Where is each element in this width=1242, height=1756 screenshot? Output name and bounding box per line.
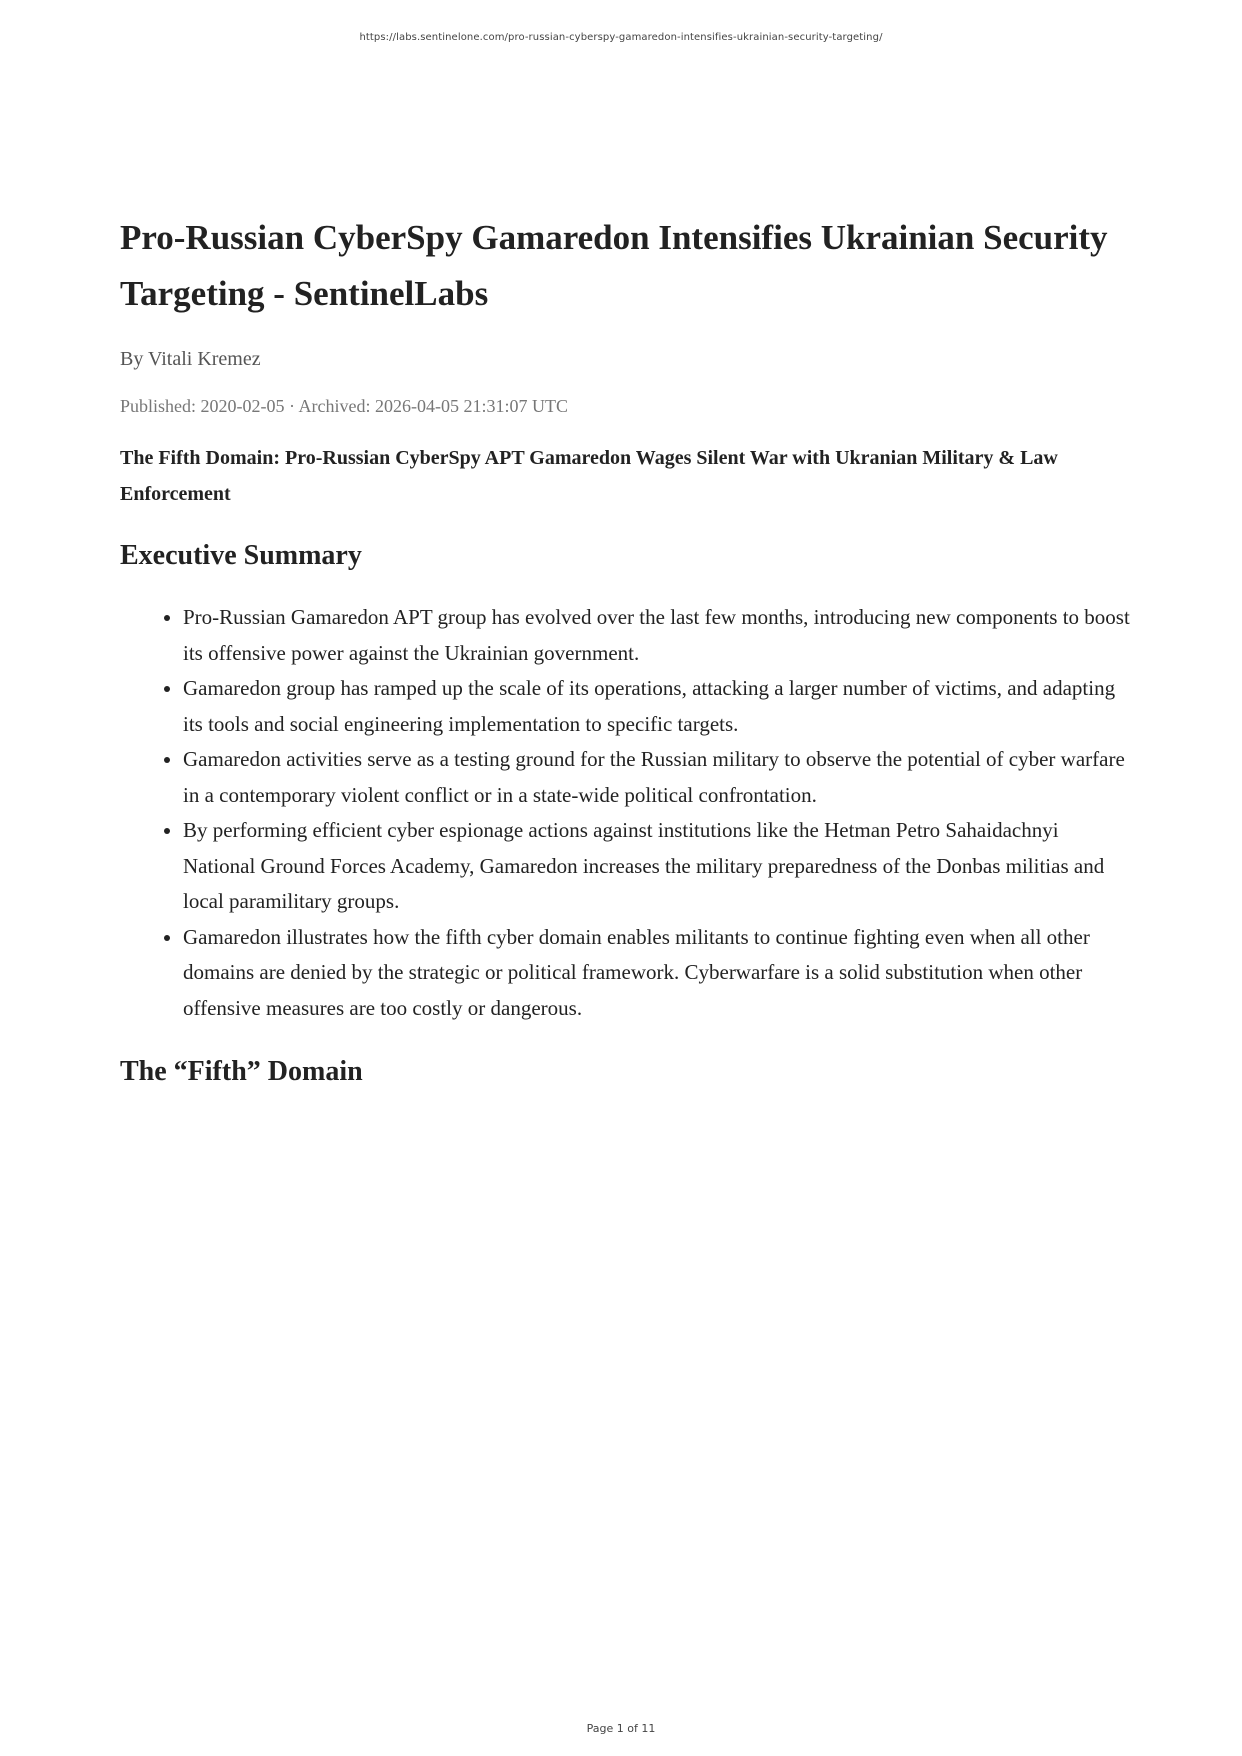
article-meta: Published: 2020-02-05 · Archived: 2026-04-05 21:31:07 UTC: [120, 396, 568, 416]
article-byline: By Vitali Kremez: [120, 348, 261, 370]
article-title: Pro-Russian CyberSpy Gamaredon Intensifies Ukrainian Security Targeting - SentinelLabs: [120, 218, 1108, 313]
section-heading-executive-summary: Executive Summary: [120, 540, 362, 571]
executive-summary-list: [120, 600, 1130, 1026]
list-item: • By performing efficient cyber espionage actions against institutions like the Hetman Petro Sahaidachnyi National Ground Forces Academy, Gamaredon increases the military preparedness of the Donbas militias and local paramilitary groups.: [183, 813, 1130, 920]
section-heading-fifth-domain: The “Fifth” Domain: [120, 1056, 363, 1087]
list-item: • Pro-Russian Gamaredon APT group has evolved over the last few months, introducing new components to boost its offensive power against the Ukrainian government.: [183, 600, 1130, 671]
list-item: • Gamaredon group has ramped up the scale of its operations, attacking a larger number of victims, and adapting its tools and social engineering implementation to specific targets.: [183, 671, 1130, 742]
list-item: • Gamaredon activities serve as a testing ground for the Russian military to observe the potential of cyber warfare in a contemporary violent conflict or in a state-wide political confrontation.: [183, 742, 1130, 813]
page-url-header: https://labs.sentinelone.com/pro-russian-cyberspy-gamaredon-intensifies-ukrainian-security-targeting/: [359, 32, 883, 43]
page-number: Page 1 of 11: [586, 1722, 656, 1735]
article-subhead: The Fifth Domain: Pro-Russian CyberSpy APT Gamaredon Wages Silent War with Ukranian Military & Law Enforcement: [120, 447, 1058, 505]
article: [120, 210, 1130, 1092]
list-item: • Gamaredon illustrates how the fifth cyber domain enables militants to continue fighting even when all other domains are denied by the strategic or political framework. Cyberwarfare is a solid substitution when other offensive measures are too costly or dangerous.: [183, 920, 1130, 1027]
